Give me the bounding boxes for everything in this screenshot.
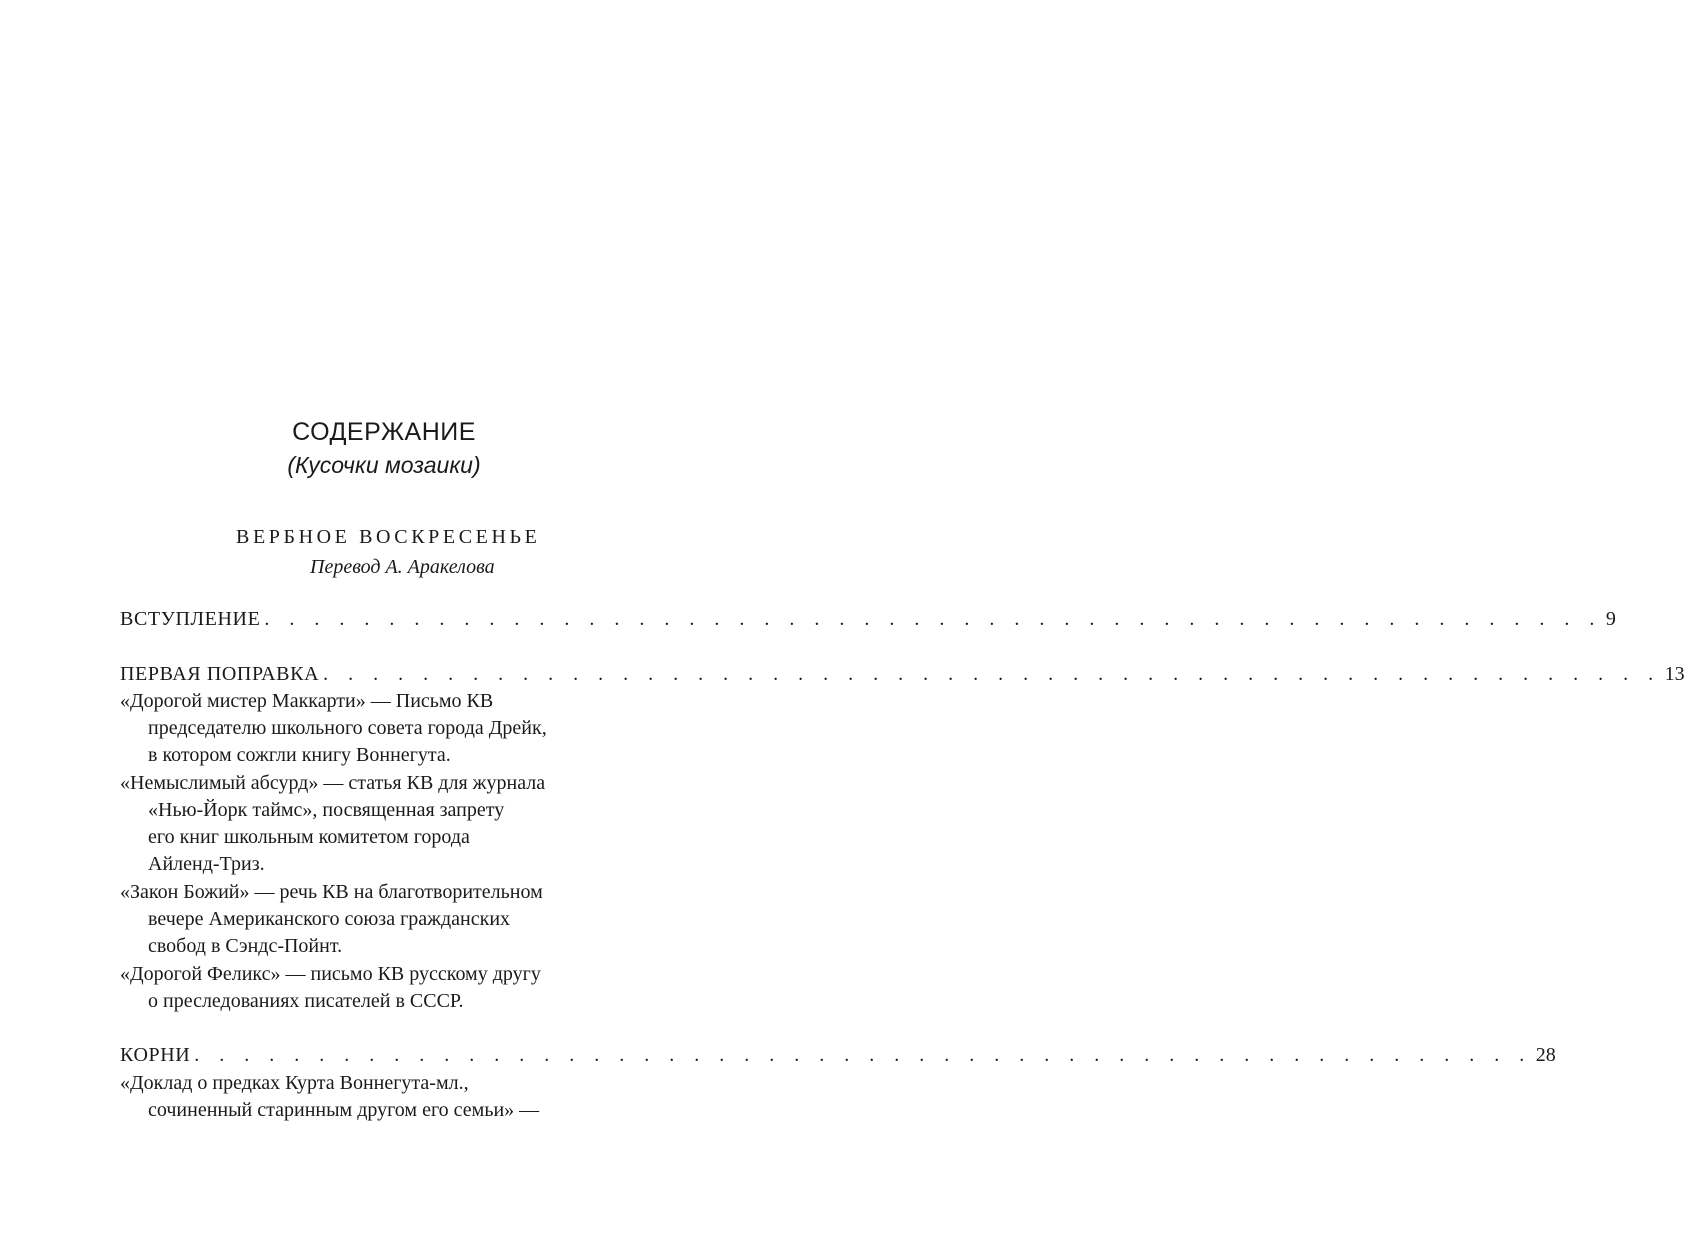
part-title: ВЕРБНОЕ ВОСКРЕСЕНЬЕ bbox=[236, 526, 541, 548]
toc-page-number: 28 bbox=[1535, 1044, 1556, 1066]
toc-page-number: 9 bbox=[1605, 608, 1616, 630]
toc-description-line: «Нью-Йорк таймс», посвященная запрету bbox=[148, 799, 505, 821]
toc-description-line: вечере Американского союза гражданских bbox=[148, 908, 511, 930]
toc-description-line: «Немыслимый абсурд» — статья КВ для журнала bbox=[120, 772, 546, 794]
toc-description-line: «Доклад о предках Курта Воннегута-мл., bbox=[120, 1072, 469, 1094]
toc-entry-label: ПЕРВАЯ ПОПРАВКА bbox=[120, 663, 320, 685]
toc-description-line: «Дорогой мистер Маккарти» — Письмо КВ bbox=[120, 690, 494, 712]
toc-description-line: «Дорогой Феликс» — письмо КВ русскому другу bbox=[120, 963, 541, 985]
toc-entry-introduction[interactable] bbox=[120, 608, 1616, 636]
page-title: СОДЕРЖАНИЕ bbox=[292, 418, 476, 446]
toc-entry-label: КОРНИ bbox=[120, 1044, 191, 1066]
toc-leader-dots: . . . . . . . . . . . . . . . . . . . . . . . . . . . . . . . . . . . . . . . . . . . . . . . . . . . . . . bbox=[264, 608, 1602, 630]
toc-description-line: в котором сожгли книгу Воннегута. bbox=[148, 744, 451, 766]
toc-description-line: сочиненный старинным другом его семьи» — bbox=[148, 1099, 540, 1121]
toc-description-line: председателю школьного совета города Дрейк, bbox=[148, 717, 547, 739]
toc-entry-first-amendment[interactable] bbox=[120, 663, 1685, 691]
toc-description-line: о преследованиях писателей в СССР. bbox=[148, 990, 464, 1012]
toc-description-line: Айленд-Триз. bbox=[148, 853, 265, 875]
toc-description-line: его книг школьным комитетом города bbox=[148, 826, 470, 848]
toc-page-number: 13 bbox=[1664, 663, 1685, 685]
toc-entry-label: ВСТУПЛЕНИЕ bbox=[120, 608, 261, 630]
toc-description-line: свобод в Сэндс-Пойнт. bbox=[148, 935, 343, 957]
translator-credit: Перевод А. Аракелова bbox=[310, 556, 495, 578]
toc-leader-dots: . . . . . . . . . . . . . . . . . . . . . . . . . . . . . . . . . . . . . . . . . . . . . . . . . . . . . . bbox=[194, 1044, 1532, 1066]
toc-description-line: «Закон Божий» — речь КВ на благотворительном bbox=[120, 881, 543, 903]
toc-leader-dots: . . . . . . . . . . . . . . . . . . . . . . . . . . . . . . . . . . . . . . . . . . . . . . . . . . . . . . bbox=[323, 663, 1661, 685]
page-subtitle: (Кусочки мозаики) bbox=[287, 452, 481, 478]
toc-entry-roots[interactable] bbox=[120, 1044, 1556, 1072]
